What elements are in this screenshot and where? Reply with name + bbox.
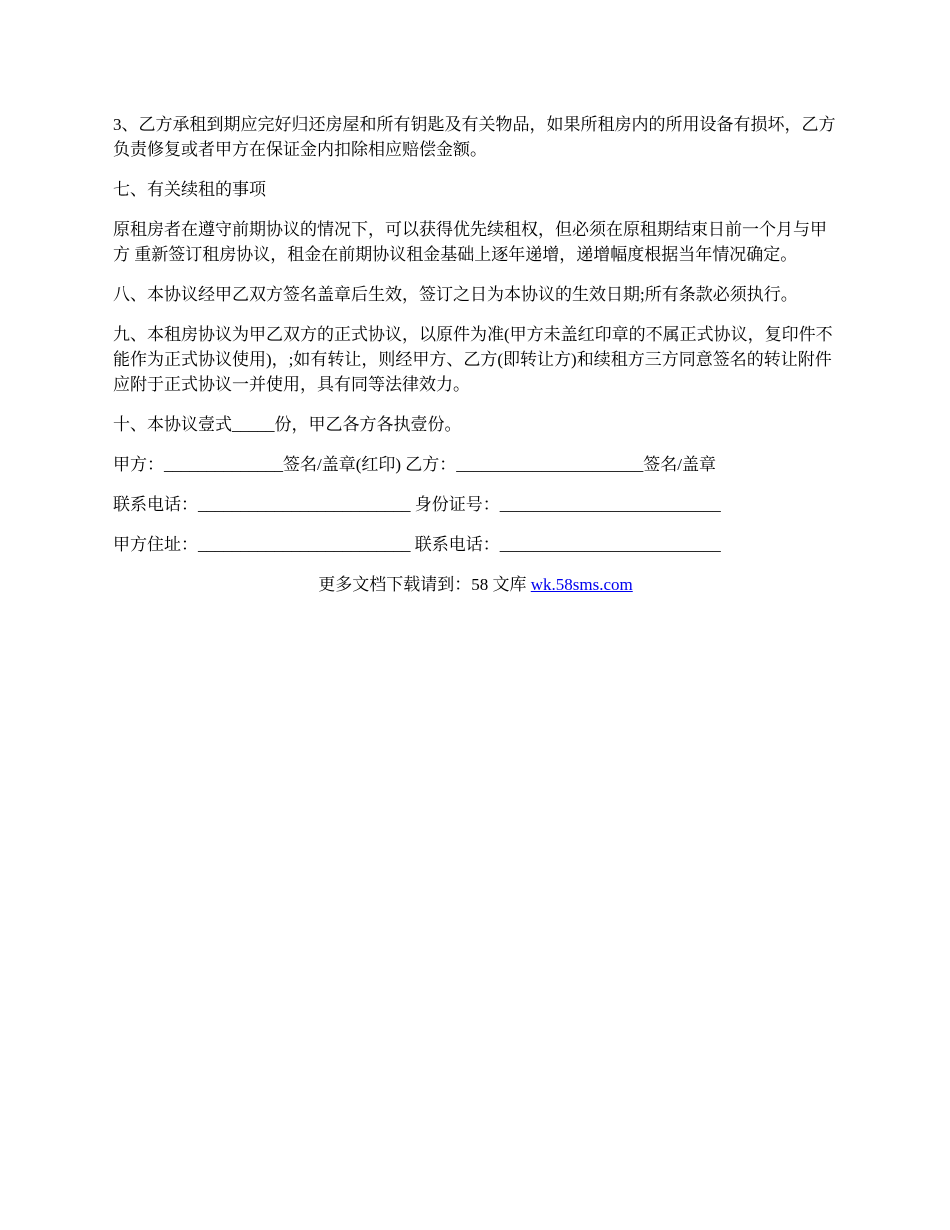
clause-3-return-property: 3、乙方承租到期应完好归还房屋和所有钥匙及有关物品，如果所租房内的所用设备有损坏，乙方负责修复或者甲方在保证金内扣除相应赔偿金额。 — [113, 115, 836, 159]
footer-download-note — [113, 572, 838, 597]
section-10-copies: 十、本协议壹式_____份，甲乙各方各执壹份。 — [113, 415, 462, 434]
signature-line-parties: 甲方：______________签名/盖章(红印) 乙方：______________________签名/盖章 — [113, 455, 717, 474]
clause-renewal-terms: 原租房者在遵守前期协议的情况下，可以获得优先续租权，但必须在原租期结束日前一个月与甲方 重新签订租房协议，租金在前期协议租金基础上逐年递增，递增幅度根据当年情况确定。 — [113, 220, 827, 264]
section-8-effective: 八、本协议经甲乙双方签名盖章后生效，签订之日为本协议的生效日期;所有条款必须执行。 — [113, 285, 798, 304]
footer-prefix: 更多文档下载请到：58 文库 — [318, 575, 531, 594]
signature-line-address-phone: 甲方住址：_________________________ 联系电话：__________________________ — [113, 535, 721, 554]
document-page — [113, 112, 838, 597]
section-9-formal-agreement: 九、本租房协议为甲乙双方的正式协议，以原件为准(甲方未盖红印章的不属正式协议，复印件不能作为正式协议使用)，;如有转让，则经甲方、乙方(即转让方)和续租方三方同意签名的转让附件应附于正式协议一并使用，具有同等法律效力。 — [113, 325, 833, 394]
signature-line-phone-id: 联系电话：_________________________ 身份证号：__________________________ — [113, 495, 721, 514]
footer-link[interactable]: wk.58sms.com — [530, 575, 633, 594]
section-7-heading: 七、有关续租的事项 — [113, 180, 266, 199]
